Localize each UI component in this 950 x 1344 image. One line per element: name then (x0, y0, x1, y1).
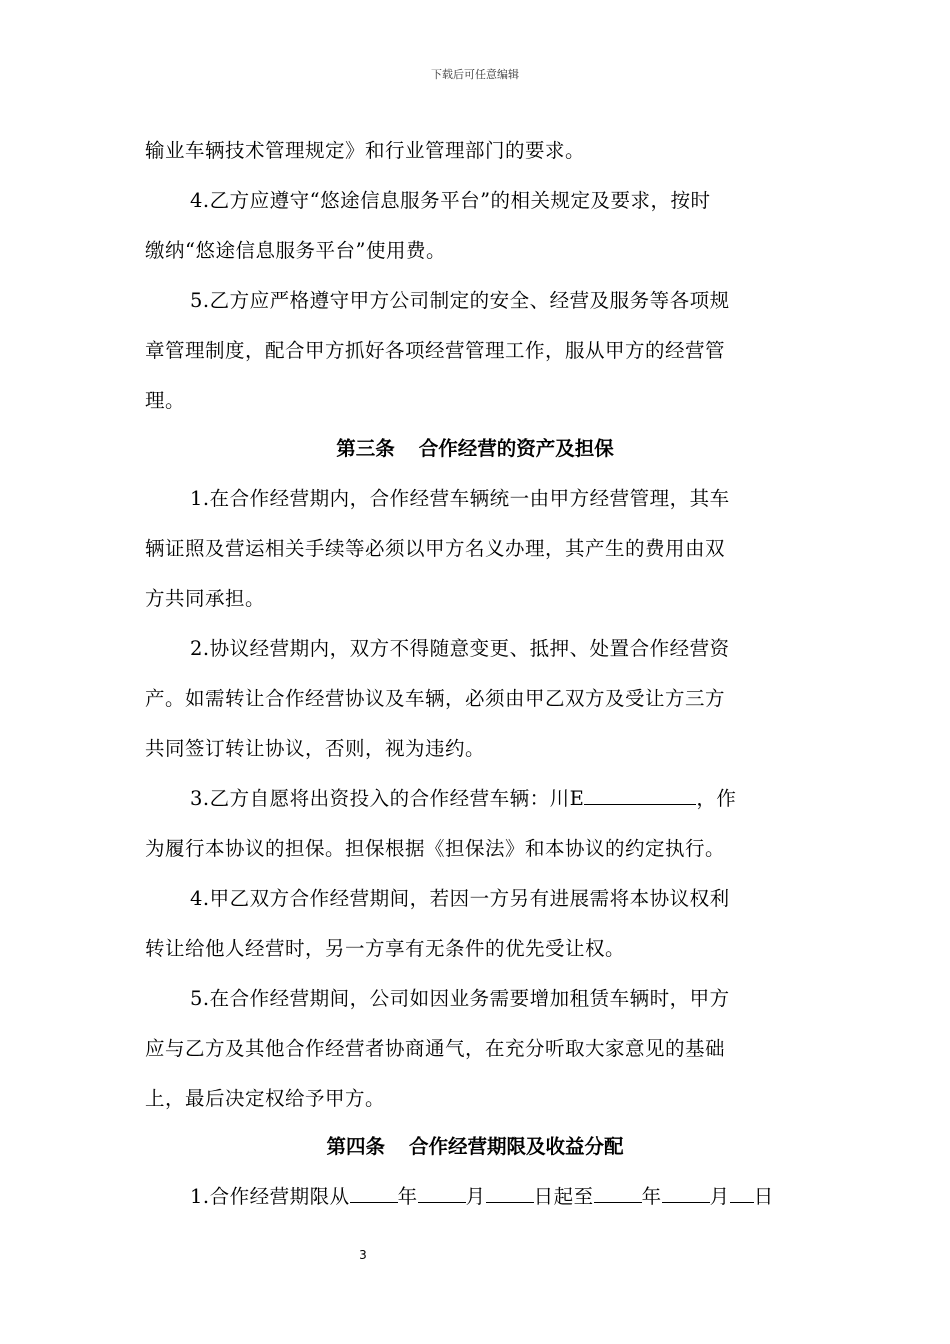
article-3-heading (0, 424, 950, 474)
start-month-blank[interactable] (418, 1180, 466, 1203)
page-number: 3 (359, 1248, 367, 1262)
paragraph-line: 1.在合作经营期内，合作经营车辆统一由甲方经营管理，其车 (190, 487, 730, 510)
plate-number-blank[interactable] (584, 782, 696, 805)
paragraph-line: 转让给他人经营时，另一方享有无条件的优先受让权。 (145, 937, 626, 960)
paragraph-line: 理。 (145, 389, 186, 412)
start-day-blank[interactable] (486, 1180, 534, 1203)
paragraph-line: 方共同承担。 (145, 587, 266, 610)
end-month-blank[interactable] (662, 1180, 710, 1203)
paragraph-line: 上，最后决定权给予甲方。 (145, 1087, 386, 1110)
article-4-heading (0, 1122, 950, 1172)
paragraph-line: 应与乙方及其他合作经营者协商通气，在充分听取大家意见的基础 (145, 1037, 726, 1060)
paragraph-line (190, 1172, 810, 1222)
paragraph-line: 4.乙方应遵守“悠途信息服务平台”的相关规定及要求，按时 (190, 189, 711, 212)
article-3-title: 合作经营的资产及担保 (418, 437, 614, 460)
paragraph-line: 缴纳“悠途信息服务平台”使用费。 (145, 239, 446, 262)
line-text: ，作 (696, 787, 737, 810)
paragraph-line: 输业车辆技术管理规定》和行业管理部门的要求。 (145, 139, 586, 162)
paragraph-line (190, 774, 855, 824)
line-text: 3.乙方自愿将出资投入的合作经营车辆：川E (190, 787, 585, 810)
paragraph-line: 共同签订转让协议，否则，视为违约。 (145, 737, 486, 760)
line-text: 年 (641, 1185, 662, 1208)
line-text: 1.合作经营期限从 (190, 1185, 350, 1208)
article-3-number: 第三条 (336, 437, 395, 460)
paragraph-line: 为履行本协议的担保。担保根据《担保法》和本协议的约定执行。 (145, 837, 726, 860)
line-text: 月 (465, 1185, 486, 1208)
end-day-blank[interactable] (730, 1180, 754, 1203)
paragraph-line: 章管理制度，配合甲方抓好各项经营管理工作，服从甲方的经营管 (145, 339, 726, 362)
start-year-blank[interactable] (350, 1180, 398, 1203)
paragraph-line: 辆证照及营运相关手续等必须以甲方名义办理，其产生的费用由双 (145, 537, 726, 560)
line-text: 日 (753, 1185, 774, 1208)
article-4-title: 合作经营期限及收益分配 (409, 1135, 624, 1158)
paragraph-line: 5.在合作经营期间，公司如因业务需要增加租赁车辆时，甲方 (190, 987, 730, 1010)
paragraph-line: 产。如需转让合作经营协议及车辆，必须由甲乙双方及受让方三方 (145, 687, 726, 710)
line-text: 月 (709, 1185, 730, 1208)
line-text: 年 (397, 1185, 418, 1208)
page-header: 下载后可任意编辑 (431, 68, 519, 81)
line-text: 日起至 (533, 1185, 594, 1208)
paragraph-line: 5.乙方应严格遵守甲方公司制定的安全、经营及服务等各项规 (190, 289, 730, 312)
end-year-blank[interactable] (594, 1180, 642, 1203)
article-4-number: 第四条 (326, 1135, 385, 1158)
paragraph-line: 4.甲乙双方合作经营期间，若因一方另有进展需将本协议权利 (190, 887, 730, 910)
paragraph-line: 2.协议经营期内，双方不得随意变更、抵押、处置合作经营资 (190, 637, 730, 660)
